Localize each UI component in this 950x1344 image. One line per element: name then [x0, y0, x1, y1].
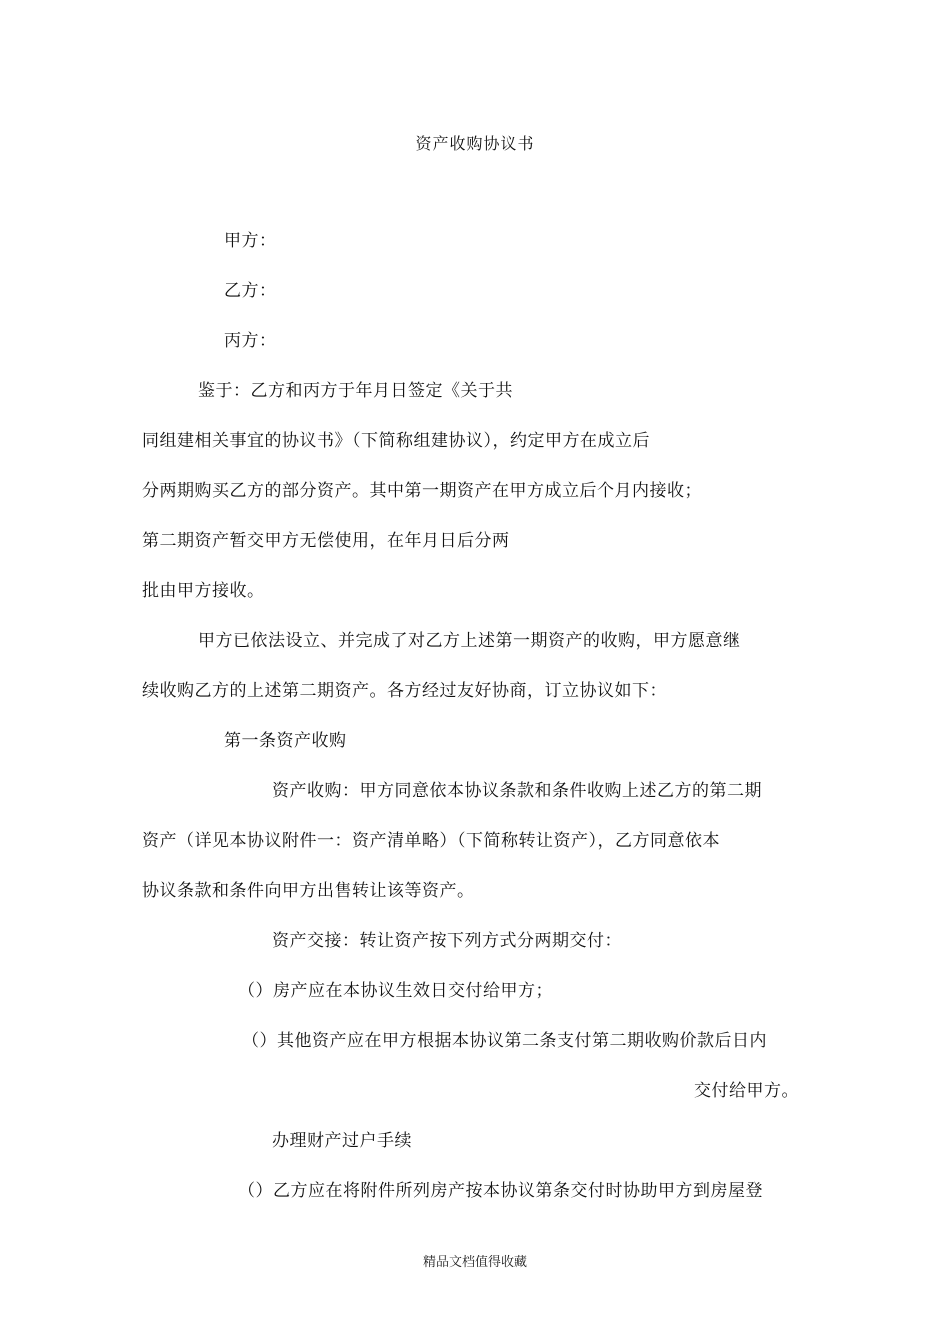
transfer-item-1: （）乙方应在将附件所列房产按本协议第条交付时协助甲方到房屋登 [238, 1181, 763, 1201]
handover-item-1: （）房产应在本协议生效日交付给甲方； [238, 981, 553, 1001]
purchase-line-3: 协议条款和条件向甲方出售转让该等资产。 [142, 881, 475, 901]
handover-line: 资产交接：转让资产按下列方式分两期交付： [272, 931, 622, 951]
party-c-label: 丙方： [224, 331, 277, 351]
recital-line-5: 批由甲方接收。 [142, 581, 265, 601]
handover-item-2-line-1: （）其他资产应在甲方根据本协议第二条支付第二期收购价款后日内 [242, 1031, 767, 1051]
transfer-heading: 办理财产过户手续 [272, 1131, 412, 1151]
purchase-line-2: 资产（详见本协议附件一：资产清单略）（下简称转让资产），乙方同意依本 [142, 831, 720, 851]
document-title: 资产收购协议书 [415, 134, 535, 153]
recital-line-4: 第二期资产暂交甲方无偿使用，在年月日后分两 [142, 531, 510, 551]
recital-line-3: 分两期购买乙方的部分资产。其中第一期资产在甲方成立后个月内接收； [142, 481, 702, 501]
recital-line-1: 鉴于：乙方和丙方于年月日签定《关于共 [198, 381, 513, 401]
recital-line-2: 同组建相关事宜的协议书》（下简称组建协议），约定甲方在成立后 [142, 431, 650, 451]
party-b-label: 乙方： [224, 281, 277, 301]
intro-line-1: 甲方已依法设立、并完成了对乙方上述第一期资产的收购，甲方愿意继 [198, 631, 741, 651]
handover-item-2-line-2: 交付给甲方。 [694, 1081, 799, 1101]
purchase-line-1: 资产收购：甲方同意依本协议条款和条件收购上述乙方的第二期 [272, 781, 762, 801]
page-footer: 精品文档值得收藏 [422, 1255, 527, 1270]
intro-line-2: 续收购乙方的上述第二期资产。各方经过友好协商，订立协议如下： [142, 681, 667, 701]
party-a-label: 甲方： [224, 231, 277, 251]
article-1-heading: 第一条资产收购 [224, 731, 347, 751]
